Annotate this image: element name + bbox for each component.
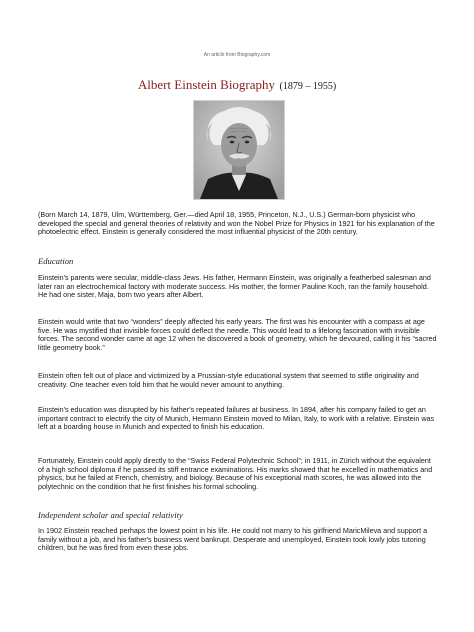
- paragraph: Einstein would write that two “wonders” deeply affected his early years. The first was his encounter with a compass at age five. He was mystified that invisible forces could deflect the needle. This would lead to a lifelong fascination with invisible forces. The second wonder came at age 12 when he discovered a book of geometry, which he devoured, calling it his “sacred little geometry book.”: [38, 317, 437, 352]
- paragraph: Fortunately, Einstein could apply directly to the “Swiss Federal Polytechnic School”; in 1911, in Zürich without the equivalent of a high school diploma if he passed its stiff entrance examinations. His marks showed that he excelled in mathematics and physics, but he failed at French, chemistry, and biology. Because of his exceptional math scores, he was allowed into the polytechnic on the condition that he first finishes his formal schooling.: [38, 456, 433, 491]
- paragraph: In 1902 Einstein reached perhaps the lowest point in his life. He could not marry to his girlfriend MaricMileva and support a family without a job, and his father's business went bankrupt. Desperate and unemployed, Einstein took lowly jobs tutoring children, but he was fired from even these jobs.: [38, 526, 428, 553]
- title-dates: (1879 – 1955): [279, 81, 337, 92]
- intro-paragraph: (Born March 14, 1879, Ulm, Württemberg, Ger.—died April 18, 1955, Princeton, N.J., U.S.) German-born physicist who developed the special and general theories of relativity and won the Nobel Prize for Physics in 1921 for his explanation of the photoelectric effect. Einstein is generally considered the most influential physicist of the 20th century.: [38, 210, 435, 237]
- portrait-image: [193, 100, 285, 200]
- section-heading-relativity: Independent scholar and special relativity: [38, 510, 183, 520]
- page-title: Albert Einstein Biography: [137, 77, 276, 92]
- source-note: An article from Biography.com: [203, 52, 271, 58]
- paragraph: Einstein often felt out of place and victimized by a Prussian-style educational system that seemed to stifle originality and creativity. One teacher even told him that he would never amount to anything.: [38, 371, 419, 389]
- title-row: [0, 76, 474, 94]
- paragraph: Einstein's education was disrupted by his father's repeated failures at business. In 1894, after his company failed to get an important contract to electrify the city of Munich, Hermann Einstein moved to Milan, Italy, to work with a relative. Einstein was left at a boarding house in Munich and expected to finish his education.: [38, 405, 435, 432]
- paragraph: Einstein's parents were secular, middle-class Jews. His father, Hermann Einstein, was originally a featherbed salesman and later ran an electrochemical factory with moderate success. His mother, the former Pauline Koch, ran the family household. He had one sister, Maja, born two years after Albert.: [38, 273, 431, 300]
- portrait-photo: [194, 101, 284, 199]
- section-heading-education: Education: [38, 256, 74, 266]
